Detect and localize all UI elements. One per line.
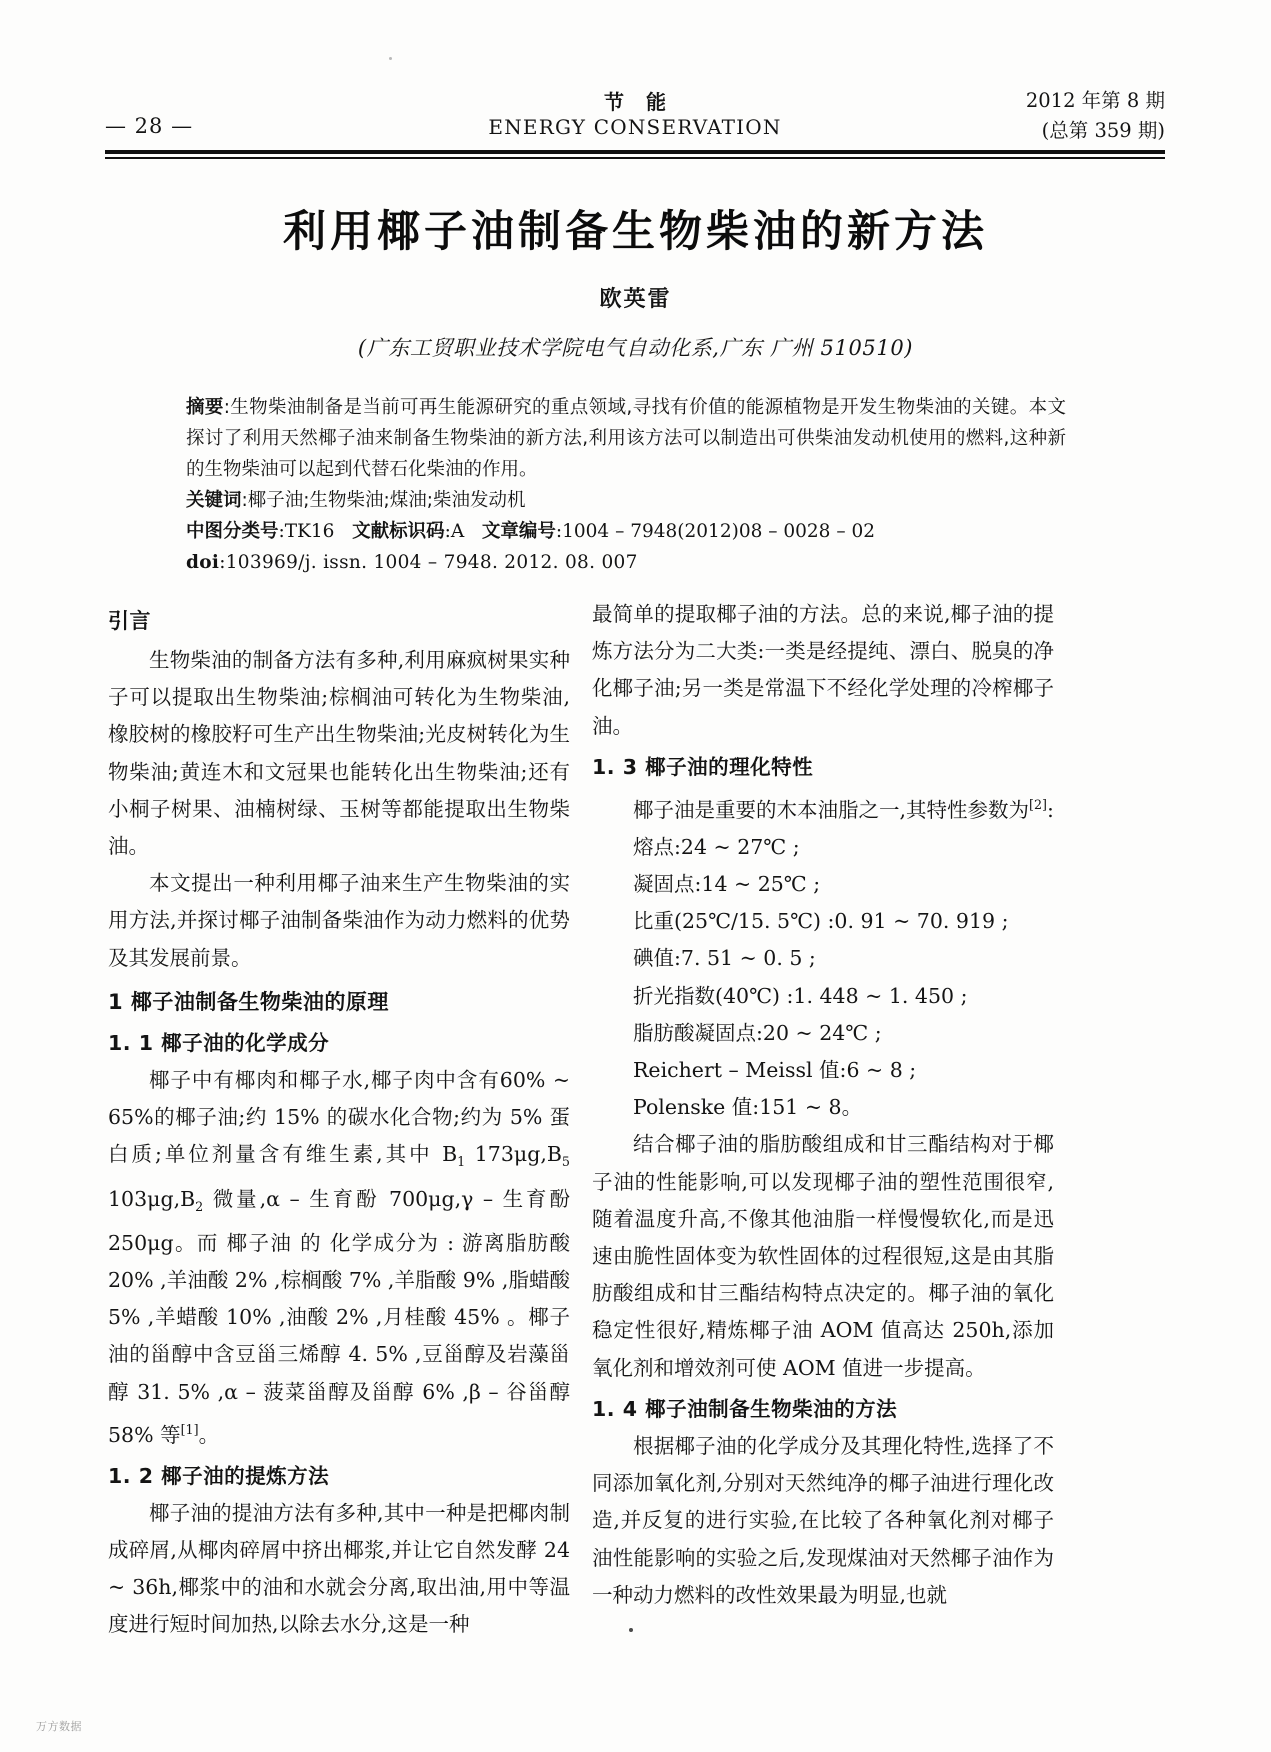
body-column-left <box>108 596 570 1644</box>
property-item-solidify-point: 凝固点:14 ~ 25℃ ; <box>633 872 821 897</box>
text-run-b: : <box>1047 797 1054 822</box>
clc-label: 中图分类号 <box>186 521 279 542</box>
article-author: 欧英雷 <box>599 287 672 312</box>
paragraph-1-3-tail: 结合椰子油的脂肪酸组成和甘三酯结构对于椰子油的性能影响,可以发现椰子油的塑性范围很窄,随着温度升高,不像其他油脂一样慢慢软化,而是迅速由脆性固体变为软性固体的过程很短,这是由其脂肪酸组成和甘三酯结构特点决定的。椰子油的氧化稳定性很好,精炼椰子油 AOM 值高达 250h,添加氧化剂和增效剂可使 AOM 值进一步提高。 <box>592 1132 1054 1380</box>
text-run-a: 椰子油是重要的木本油脂之一,其特性参数为 <box>633 797 1030 822</box>
body-column-right <box>592 596 1054 1614</box>
scan-speck <box>389 57 392 60</box>
doi-label: doi <box>186 552 220 573</box>
article-id-label: 文章编号 <box>481 521 556 542</box>
keywords-label: 关键词 <box>186 490 242 511</box>
subscript-b5: 5 <box>561 1154 570 1170</box>
document-code-label: 文献标识码 <box>352 521 445 542</box>
property-item-specific-gravity: 比重(25℃/15. 5℃) :0. 91 ~ 70. 919 ; <box>633 909 1009 934</box>
folio-page-number: — 28 — <box>105 114 194 138</box>
heading-section-1: 1 椰子油制备生物柴油的原理 <box>108 989 389 1014</box>
property-list <box>592 829 1054 1127</box>
keywords-text: :椰子油;生物柴油;煤油;柴油发动机 <box>241 490 526 511</box>
paragraph-1-2: 椰子油的提油方法有多种,其中一种是把椰肉制成碎屑,从椰肉碎屑中挤出椰浆,并让它自然发酵 24 ~ 36h,椰浆中的油和水就会分离,取出油,用中等温度进行短时间加热,以除去水分,这是一种 <box>108 1500 570 1637</box>
paragraph-intro-2: 本文提出一种利用椰子油来生产生物柴油的实用方法,并探讨椰子油制备柴油作为动力燃料的优势及其发展前景。 <box>108 871 570 970</box>
heading-introduction: 引言 <box>108 609 151 633</box>
header-rule-thin <box>105 157 1165 159</box>
author-affiliation: (广东工贸职业技术学院电气自动化系,广东 广州 510510) <box>357 336 914 360</box>
article-title: 利用椰子油制备生物柴油的新方法 <box>283 207 988 257</box>
issue-serial-number: (总第 359 期) <box>1041 119 1165 142</box>
property-item-polenske: Polenske 值:151 ~ 8。 <box>633 1095 863 1120</box>
reference-marker-1: [1] <box>180 1421 199 1437</box>
heading-section-1-2: 1. 2 椰子油的提炼方法 <box>108 1463 330 1488</box>
heading-section-1-1: 1. 1 椰子油的化学成分 <box>108 1030 330 1055</box>
paragraph-1-1 <box>108 1062 570 1454</box>
issue-info <box>1026 86 1165 146</box>
issue-year-number: 2012 年第 8 期 <box>1025 89 1165 112</box>
property-item-melting-point: 熔点:24 ~ 27℃ ; <box>633 834 800 859</box>
property-item-fatty-acid-point: 脂肪酸凝固点:20 ~ 24℃ ; <box>633 1020 882 1045</box>
doi-block <box>186 547 1066 578</box>
abstract-text: :生物柴油制备是当前可再生能源研究的重点领域,寻找有价值的能源植物是开发生物柴油的关键。本文探讨了利用天然椰子油来制备生物柴油的新方法,利用该方法可以制造出可供柴油发动机使用的燃料,这种新的生物柴油可以起到代替石化柴油的作用。 <box>186 397 1066 480</box>
header-rule-thick <box>105 150 1165 154</box>
paragraph-1-4: 根据椰子油的化学成分及其理化特性,选择了不同添加氧化剂,分别对天然纯净的椰子油进行理化改造,并反复的进行实验,在比较了各种氧化剂对椰子油性能影响的实验之后,发现煤油对天然椰子油作为一种动力燃料的改性效果最为明显,也就 <box>592 1433 1054 1607</box>
clc-value: :TK16 <box>278 521 335 542</box>
text-run-a: 椰子中有椰肉和椰子水,椰子肉中含有60% ~ 65%的椰子油;约 15% 的碳水化合物;约为 5% 蛋白质;单位剂量含有维生素,其中 B <box>108 1067 570 1167</box>
text-run-e: 103μg,B <box>108 1186 196 1211</box>
article-id-value: :1004 – 7948(2012)08 – 0028 – 02 <box>555 521 875 542</box>
journal-title-en: ENERGY CONSERVATION <box>488 115 782 139</box>
property-item-refractive-index: 折光指数(40℃) :1. 448 ~ 1. 450 ; <box>633 983 968 1008</box>
text-run-c: 173μg,B <box>465 1142 562 1167</box>
doi-value: :103969/j. issn. 1004 – 7948. 2012. 08. 007 <box>219 552 638 573</box>
database-watermark: 万方数据 <box>36 1720 82 1733</box>
paragraph-continued: 最简单的提取椰子油的方法。总的来说,椰子油的提炼方法分为二大类:一类是经提纯、漂白、脱臭的净化椰子油;另一类是常温下不经化学处理的冷榨椰子油。 <box>592 602 1054 738</box>
page-bottom-dot <box>629 1628 633 1632</box>
property-item-reichert-meissl: Reichert – Meissl 值:6 ~ 8 ; <box>633 1058 917 1083</box>
abstract-block <box>186 392 1066 485</box>
subscript-b1: 1 <box>457 1154 466 1170</box>
heading-section-1-3: 1. 3 椰子油的理化特性 <box>592 754 814 779</box>
abstract-label: 摘要 <box>186 397 224 418</box>
document-code-value: :A <box>444 521 465 542</box>
property-item-iodine-value: 碘值:7. 51 ~ 0. 5 ; <box>633 946 816 971</box>
subscript-b2: 2 <box>195 1198 204 1214</box>
classification-block <box>186 516 1066 547</box>
page-masthead <box>105 86 1165 148</box>
front-matter <box>186 392 1066 578</box>
text-run-end: 。 <box>198 1422 220 1447</box>
heading-section-1-4: 1. 4 椰子油制备生物柴油的方法 <box>592 1396 898 1421</box>
paragraph-1-3-lead <box>592 786 1054 829</box>
reference-marker-2: [2] <box>1029 796 1048 812</box>
paragraph-intro-1: 生物柴油的制备方法有多种,利用麻疯树果实种子可以提取出生物柴油;棕榈油可转化为生物柴油,橡胶树的橡胶籽可生产出生物柴油;光皮树转化为生物柴油;黄连木和文冠果也能转化出生物柴油;还有小桐子树果、油楠树绿、玉树等都能提取出生物柴油。 <box>108 648 570 859</box>
keywords-block <box>186 485 1066 516</box>
text-run-g: 微量,α – 生育酚 700μg,γ – 生育酚 250μg。而 椰子油 的 化学成分为 : 游离脂肪酸 20% ,羊油酸 2% ,棕榈酸 7% ,羊脂酸 9% ,脂蜡酸 5% ,羊蜡酸 10% ,油酸 2% ,月桂酸 45% 。椰子油的甾醇中含豆甾三烯醇 4. 5% ,豆甾醇及岩藻甾醇 31. 5% ,α – 菠菜甾醇及甾醇 6% ,β – 谷甾醇 58% 等 <box>108 1186 570 1447</box>
journal-title-cn: 节能 <box>604 90 688 114</box>
